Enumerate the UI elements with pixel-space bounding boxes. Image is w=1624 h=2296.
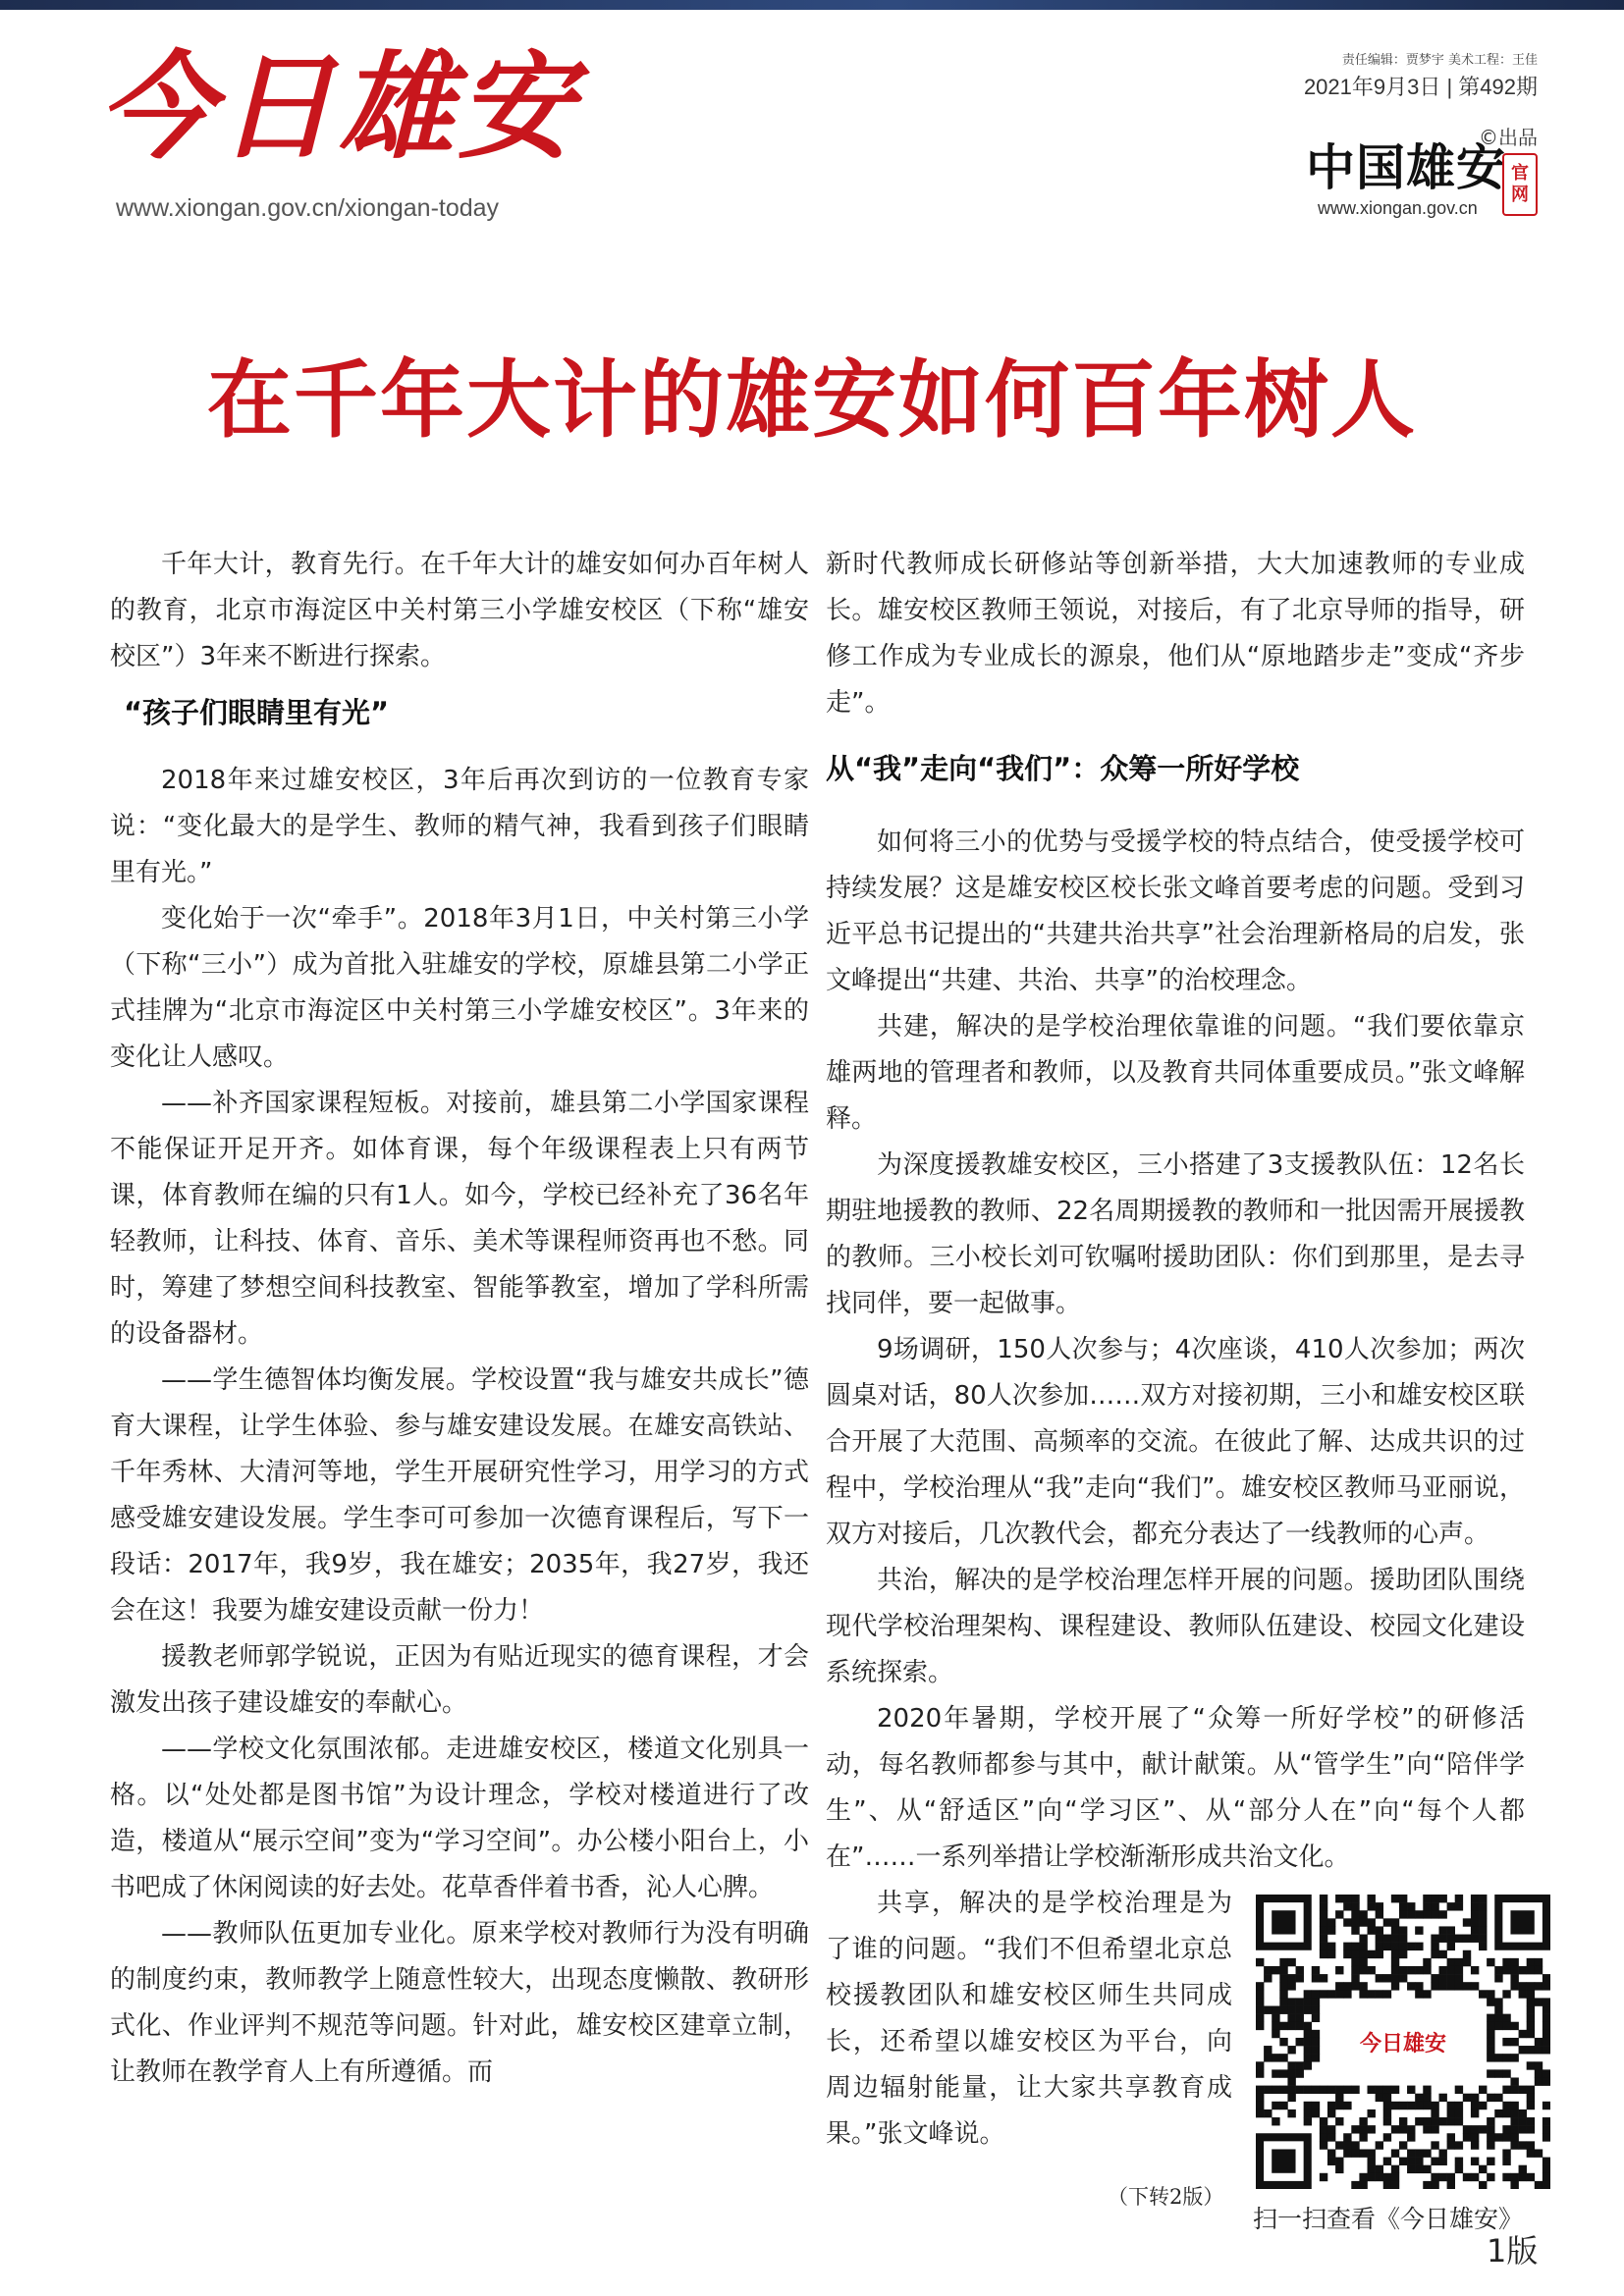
issue-date: 2021年9月3日 | 第492期: [1303, 75, 1538, 99]
section-heading: “孩子们眼睛里有光”: [124, 696, 390, 729]
brand-logo: 中国雄安: [1306, 138, 1506, 196]
paragraph: 共建，解决的是学校治理依靠谁的问题。“我们要依靠京雄两地的管理者和教师，以及教育共同体重要成员。”张文峰解释。: [826, 1012, 1525, 1134]
section-heading: 从“我”走向“我们”：众筹一所好学校: [826, 752, 1300, 785]
paragraph: 2020年暑期，学校开展了“众筹一所好学校”的研修活动，每名教师都参与其中，献计献策。从“管学生”向“陪伴学生”、从“舒适区”向“学习区”、从“部分人在”向“每个人都在”……一系列举措让学校渐渐形成共治文化。: [826, 1704, 1525, 1872]
continued-note: （下转2版）: [1108, 2185, 1224, 2209]
paragraph: 新时代教师成长研修站等创新举措，大大加速教师的专业成长。雄安校区教师王领说，对接后，有了北京导师的指导，研修工作成为专业成长的源泉，他们从“原地踏步走”变成“齐步走”。: [826, 550, 1525, 718]
qr-finder-pattern: [1510, 1910, 1534, 1934]
paragraph: 2018年来过雄安校区，3年后再次到访的一位教育专家说：“变化最大的是学生、教师的精气神，我看到孩子们眼睛里有光。”: [110, 766, 809, 887]
paragraph: 共享，解决的是学校治理是为了谁的问题。“我们不但希望北京总校援教团队和雄安校区师生共同成长，还希望以雄安校区为平台，向周边辐射能量，让大家共享教育成果。”张文峰说。: [826, 1889, 1232, 2149]
brand-url[interactable]: www.xiongan.gov.cn: [1318, 198, 1478, 218]
paragraph: 变化始于一次“牵手”。2018年3月1日，中关村第三小学（下称“三小”）成为首批入驻雄安的学校，原雄县第二小学正式挂牌为“北京市海淀区中关村第三小学雄安校区”。3年来的变化让人感叹。: [110, 904, 809, 1072]
paragraph: 9场调研，150人次参与；4次座谈，410人次参加；两次圆桌对话，80人次参加……双方对接初期，三小和雄安校区联合开展了大范围、高频率的交流。在彼此了解、达成共识的过程中，学校治理从“我”走向“我们”。雄安校区教师马亚丽说，双方对接后，几次教代会，都充分表达了一线教师的心声。: [826, 1335, 1525, 1549]
qr-code-icon: [1256, 1895, 1550, 2189]
masthead-logo: 今日雄安: [98, 38, 578, 175]
qr-finder-pattern: [1272, 2149, 1295, 2172]
paragraph: ——学生德智体均衡发展。学校设置“我与雄安共成长”德育大课程，让学生体验、参与雄安建设发展。在雄安高铁站、千年秀林、大清河等地，学生开展研究性学习，用学习的方式感受雄安建设发展。学生李可可参加一次德育课程后，写下一段话：2017年，我9岁，我在雄安；2035年，我27岁，我还会在这！我要为雄安建设贡献一份力！: [110, 1365, 809, 1626]
qr-center-label: 今日雄安: [1359, 2031, 1447, 2056]
editor-credits: 责任编辑：贾梦宇 美术工程：王佳: [1341, 53, 1538, 68]
paragraph: 共治，解决的是学校治理怎样开展的问题。援助团队围绕现代学校治理架构、课程建设、教师队伍建设、校园文化建设系统探索。: [826, 1566, 1525, 1687]
produced-by: ©出品: [1479, 126, 1538, 149]
paragraph: 援教老师郭学锐说，正因为有贴近现实的德育课程，才会激发出孩子建设雄安的奉献心。: [110, 1642, 809, 1718]
article-left-column: [110, 542, 809, 2096]
qr-finder-pattern: [1272, 1910, 1295, 1934]
paragraph: ——教师队伍更加专业化。原来学校对教师行为没有明确的制度约束，教师教学上随意性较大，出现态度懒散、教研形式化、作业评判不规范等问题。针对此，雄安校区建章立制，让教师在教学育人上有所遵循。而: [110, 1919, 809, 2087]
paragraph: 如何将三小的优势与受援学校的特点结合，使受援学校可持续发展？这是雄安校区校长张文峰首要考虑的问题。受到习近平总书记提出的“共建共治共享”社会治理新格局的启发，张文峰提出“共建、共治、共享”的治校理念。: [826, 828, 1525, 995]
qr-code[interactable]: [1256, 1895, 1550, 2189]
top-color-bar: [0, 0, 1624, 10]
paragraph: ——补齐国家课程短板。对接前，雄县第二小学国家课程不能保证开足开齐。如体育课，每个年级课程表上只有两节课，体育教师在编的只有1人。如今，学校已经补充了36名年轻教师，让科技、体育、音乐、美术等课程师资再也不愁。同时，筹建了梦想空间科技教室、智能筝教室，增加了学科所需的设备器材。: [110, 1089, 809, 1349]
article-headline: 在千年大计的雄安如何百年树人: [207, 350, 1417, 450]
masthead-url[interactable]: www.xiongan.gov.cn/xiongan-today: [116, 194, 500, 222]
qr-caption: 扫一扫查看《今日雄安》: [1253, 2205, 1524, 2233]
page-number: 1版: [1487, 2232, 1539, 2269]
paragraph: ——学校文化氛围浓郁。走进雄安校区，楼道文化别具一格。以“处处都是图书馆”为设计理念，学校对楼道进行了改造，楼道从“展示空间”变为“学习空间”。办公楼小阳台上，小书吧成了休闲阅读的好去处。花草香伴着书香，沁人心脾。: [110, 1735, 809, 1902]
brand-seal-icon: 官 网: [1502, 153, 1538, 216]
paragraph: 为深度援教雄安校区，三小搭建了3支援教队伍：12名长期驻地援教的教师、22名周期援教的教师和一批因需开展援教的教师。三小校长刘可钦嘱咐援助团队：你们到那里，是去寻找同伴，要一起做事。: [826, 1150, 1525, 1318]
paragraph: 千年大计，教育先行。在千年大计的雄安如何办百年树人的教育，北京市海淀区中关村第三小学雄安校区（下称“雄安校区”）3年来不断进行探索。: [110, 550, 809, 671]
